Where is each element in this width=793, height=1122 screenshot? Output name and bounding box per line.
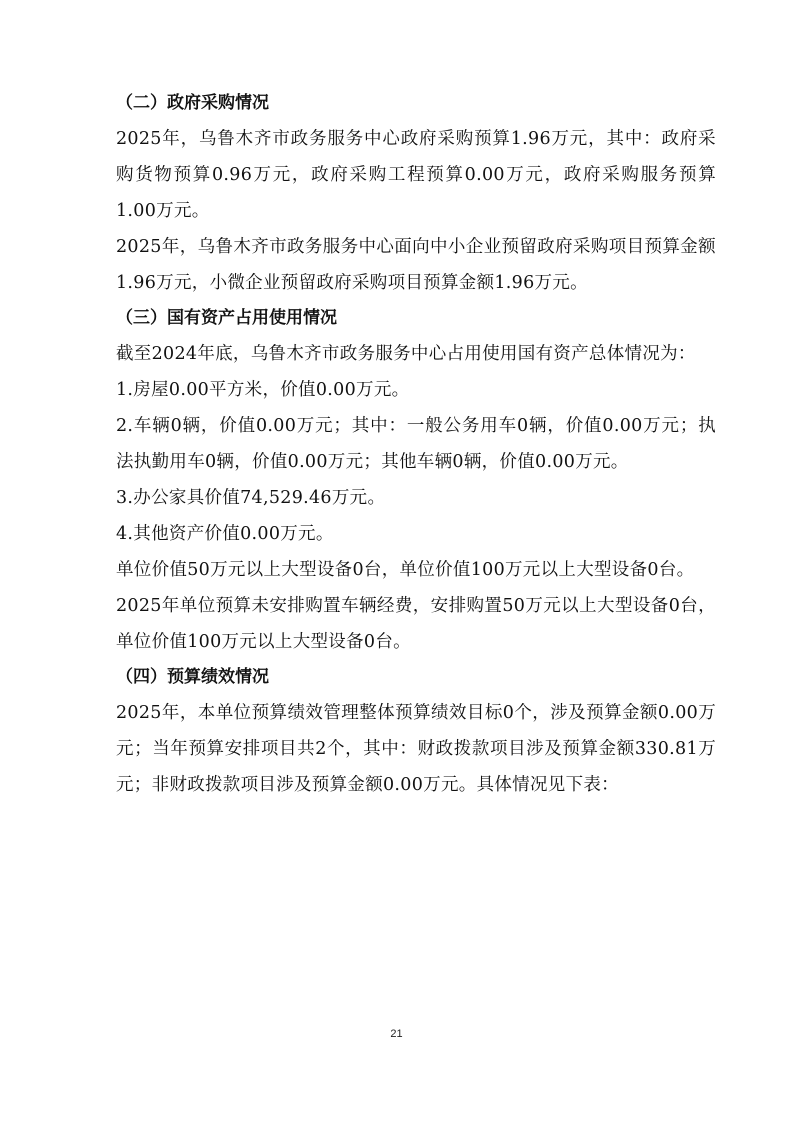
paragraph: 2025年，本单位预算绩效管理整体预算绩效目标0个，涉及预算金额0.00万元；当年预算安排项目共2个，其中：财政拨款项目涉及预算金额330.81万元；非财政拨款项目涉及预算金额0.00万元。具体情况见下表： <box>116 703 716 795</box>
page-content <box>116 86 716 803</box>
paragraph: 2025年，乌鲁木齐市政务服务中心政府采购预算1.96万元，其中：政府采购货物预算0.96万元，政府采购工程预算0.00万元，政府采购服务预算1.00万元。 <box>116 129 716 221</box>
section-heading: （二）政府采购情况 <box>116 93 269 113</box>
paragraph: 2.车辆0辆，价值0.00万元；其中：一般公务用车0辆，价值0.00万元；执法执勤用车0辆，价值0.00万元；其他车辆0辆，价值0.00万元。 <box>116 416 716 472</box>
section-heading: （三）国有资产占用使用情况 <box>116 308 337 328</box>
section-government-procurement <box>116 86 716 301</box>
paragraph: 1.房屋0.00平方米，价值0.00万元。 <box>116 380 410 400</box>
page-number: 21 <box>390 1028 403 1040</box>
paragraph: 单位价值50万元以上大型设备0台，单位价值100万元以上大型设备0台。 <box>116 560 695 580</box>
paragraph: 截至2024年底，乌鲁木齐市政务服务中心占用使用国有资产总体情况为： <box>116 344 696 364</box>
paragraph: 2025年单位预算未安排购置车辆经费，安排购置50万元以上大型设备0台，单位价值100万元以上大型设备0台。 <box>116 596 716 652</box>
paragraph: 3.办公家具价值74,529.46万元。 <box>116 488 386 508</box>
section-heading: （四）预算绩效情况 <box>116 667 269 687</box>
paragraph: 4.其他资产价值0.00万元。 <box>116 524 334 544</box>
section-performance <box>116 660 716 803</box>
section-state-assets <box>116 301 716 660</box>
paragraph: 2025年，乌鲁木齐市政务服务中心面向中小企业预留政府采购项目预算金额1.96万元，小微企业预留政府采购项目预算金额1.96万元。 <box>116 237 716 293</box>
